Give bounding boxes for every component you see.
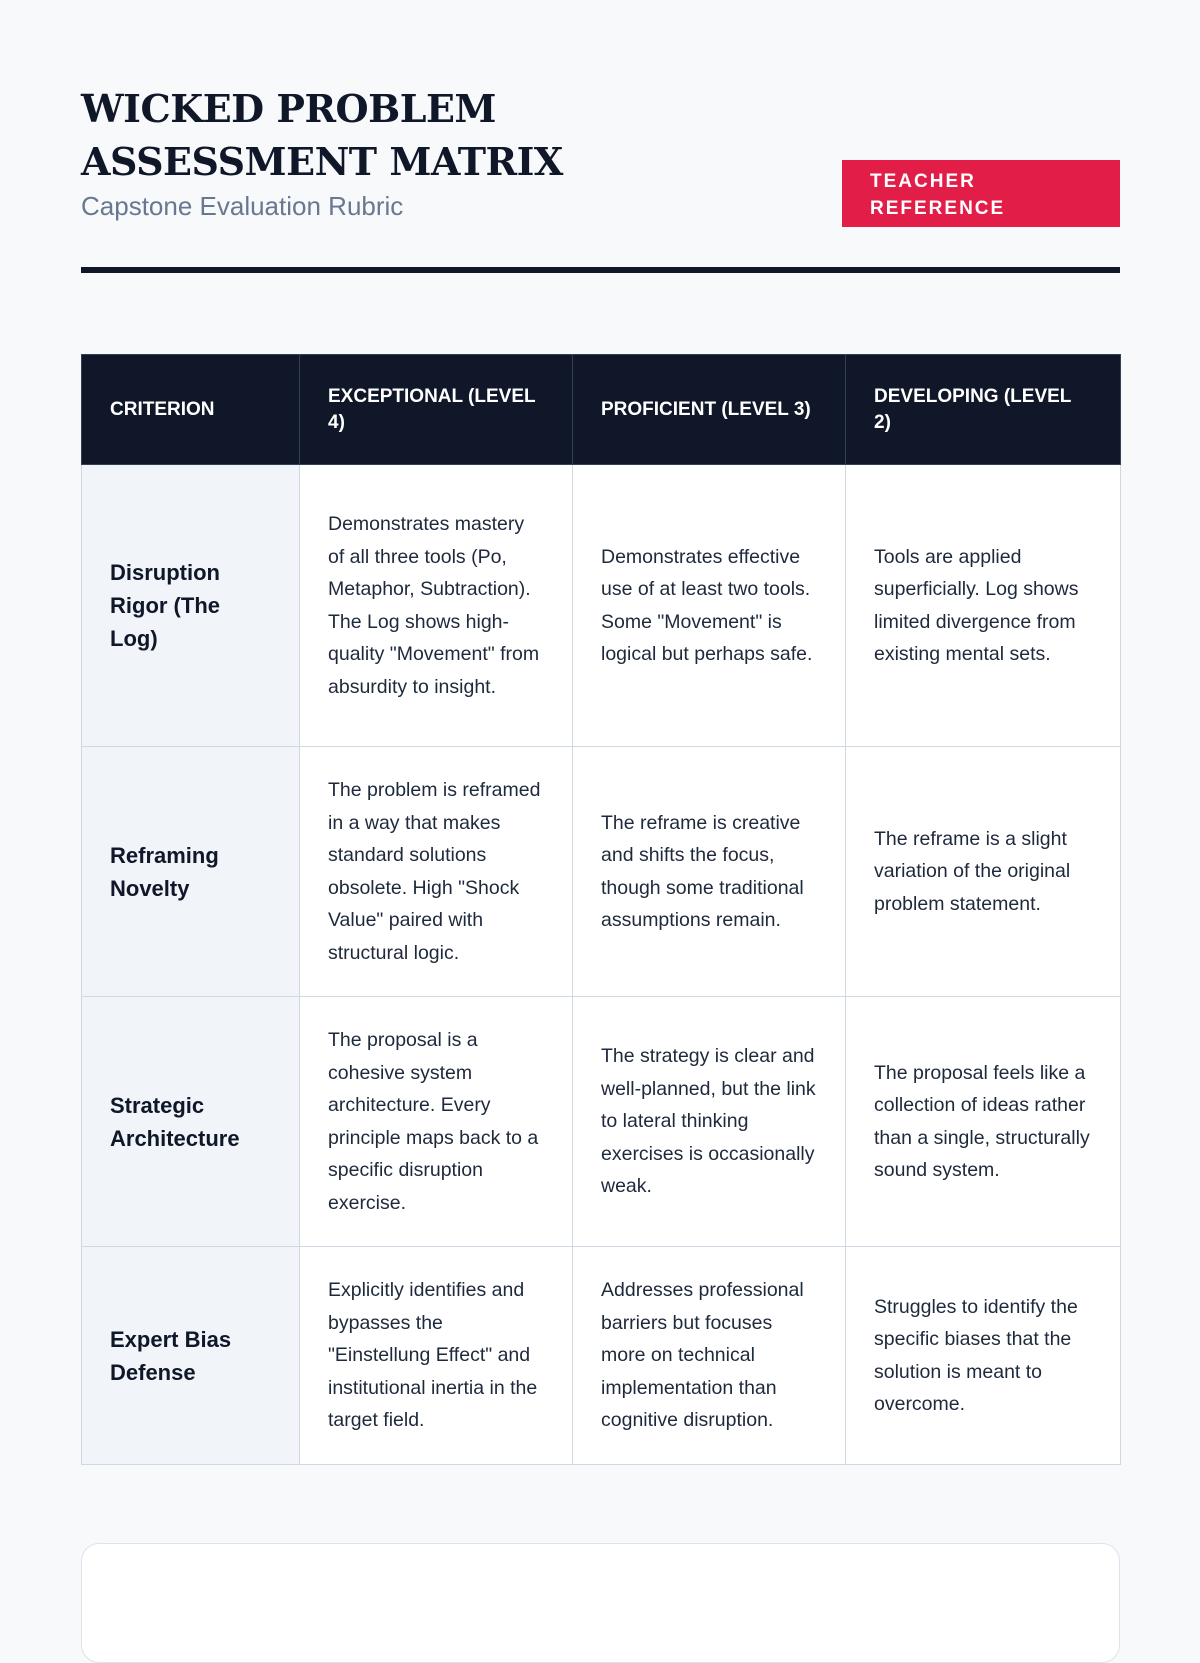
developing-cell: Tools are applied superficially. Log shows limited divergence from existing mental sets.: [846, 465, 1121, 747]
table-row: [82, 747, 1121, 997]
table-header-row: [82, 355, 1121, 465]
bottom-card: [81, 1543, 1120, 1663]
page-subtitle: Capstone Evaluation Rubric: [81, 191, 404, 221]
criterion-cell: Strategic Architecture: [82, 997, 300, 1247]
column-header-proficient: PROFICIENT (LEVEL 3): [573, 355, 846, 465]
table-row: [82, 997, 1121, 1247]
column-header-exceptional: EXCEPTIONAL (LEVEL 4): [300, 355, 573, 465]
column-header-criterion: CRITERION: [82, 355, 300, 465]
proficient-cell: The reframe is creative and shifts the focus, though some traditional assumptions remain.: [573, 747, 846, 997]
page-title: WICKED PROBLEM ASSESSMENT MATRIX: [81, 86, 563, 184]
page: [81, 0, 1120, 1432]
table-row: [82, 1247, 1121, 1465]
criterion-cell: Expert Bias Defense: [82, 1247, 300, 1465]
table-row: [82, 465, 1121, 747]
developing-cell: The proposal feels like a collection of ideas rather than a single, structurally sound system.: [846, 997, 1121, 1247]
column-header-developing: DEVELOPING (LEVEL 2): [846, 355, 1121, 465]
proficient-cell: Demonstrates effective use of at least two tools. Some "Movement" is logical but perhaps safe.: [573, 465, 846, 747]
proficient-cell: The strategy is clear and well-planned, but the link to lateral thinking exercises is occasionally weak.: [573, 997, 846, 1247]
developing-cell: Struggles to identify the specific biases that the solution is meant to overcome.: [846, 1247, 1121, 1465]
proficient-cell: Addresses professional barriers but focuses more on technical implementation than cognitive disruption.: [573, 1247, 846, 1465]
exceptional-cell: The proposal is a cohesive system architecture. Every principle maps back to a specific disruption exercise.: [300, 997, 573, 1247]
exceptional-cell: Demonstrates mastery of all three tools (Po, Metaphor, Subtraction). The Log shows high-quality "Movement" from absurdity to insight.: [300, 465, 573, 747]
exceptional-cell: Explicitly identifies and bypasses the "Einstellung Effect" and institutional inertia in the target field.: [300, 1247, 573, 1465]
criterion-cell: Reframing Novelty: [82, 747, 300, 997]
exceptional-cell: The problem is reframed in a way that makes standard solutions obsolete. High "Shock Value" paired with structural logic.: [300, 747, 573, 997]
criterion-cell: Disruption Rigor (The Log): [82, 465, 300, 747]
header: [81, 0, 1120, 274]
developing-cell: The reframe is a slight variation of the original problem statement.: [846, 747, 1121, 997]
teacher-reference-badge: TEACHER REFERENCE: [842, 160, 1120, 227]
header-divider: [81, 267, 1120, 273]
rubric-table: [81, 354, 1121, 1465]
